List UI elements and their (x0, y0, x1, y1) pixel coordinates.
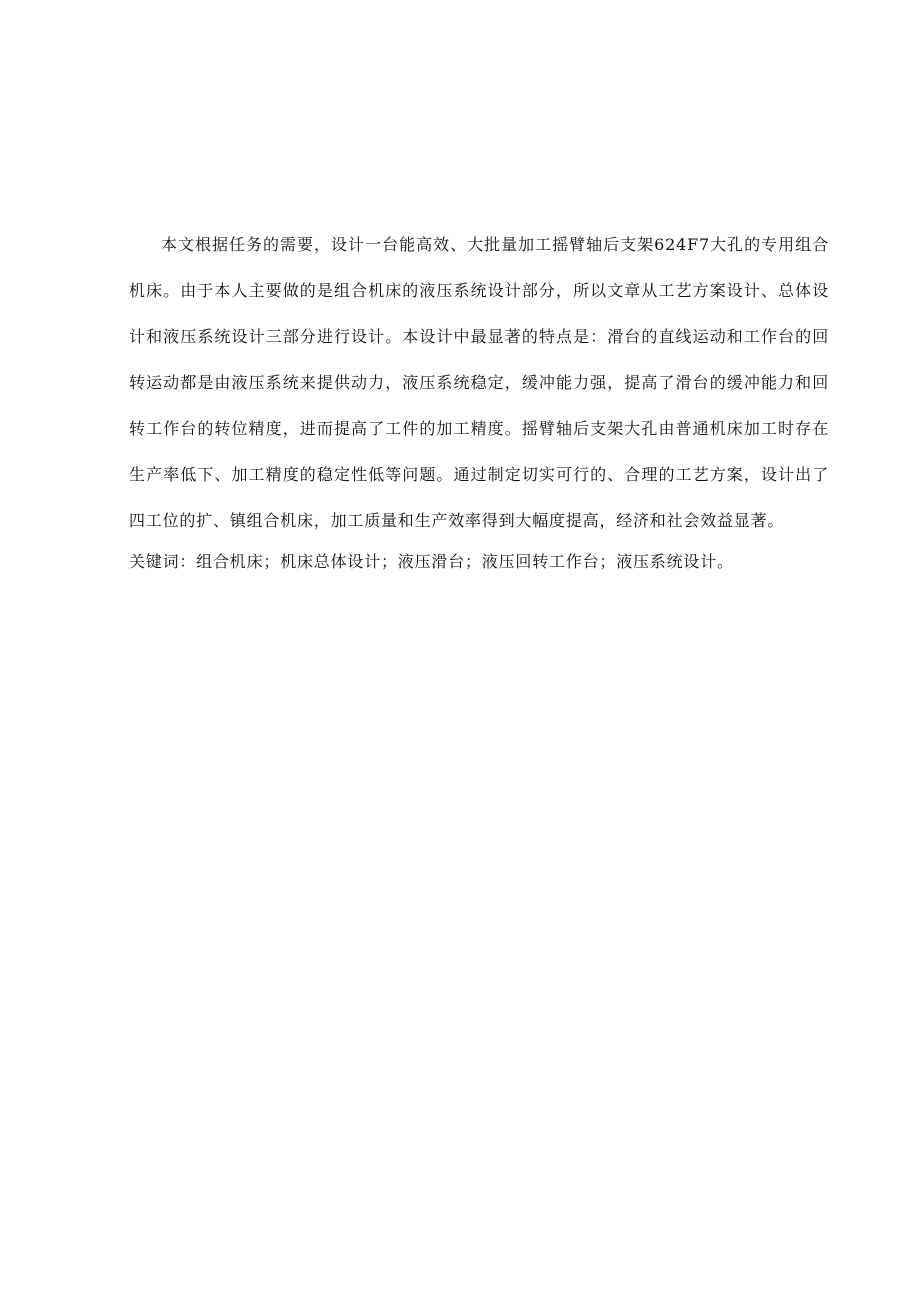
keywords-line: 关键词：组合机床；机床总体设计；液压滑台；液压回转工作台；液压系统设计。 (129, 552, 734, 571)
abstract-paragraph: 本文根据任务的需要，设计一台能高效、大批量加工摇臂轴后支架624F7大孔的专用组合机床。由于本人主要做的是组合机床的液压系统设计部分，所以文章从工艺方案设计、总体设计和液压系统设计三部分进行设计。本设计中最显著的特点是：滑台的直线运动和工作台的回转运动都是由液压系统来提供动力，液压系统稳定，缓冲能力强，提高了滑台的缓冲能力和回转工作台的转位精度，进而提高了工件的加工精度。摇臂轴后支架大孔由普通机床加工时存在生产率低下、加工精度的稳定性低等问题。通过制定切实可行的、合理的工艺方案，设计出了四工位的扩、镇组合机床，加工质量和生产效率得到大幅度提高，经济和社会效益显著。 (129, 235, 829, 530)
